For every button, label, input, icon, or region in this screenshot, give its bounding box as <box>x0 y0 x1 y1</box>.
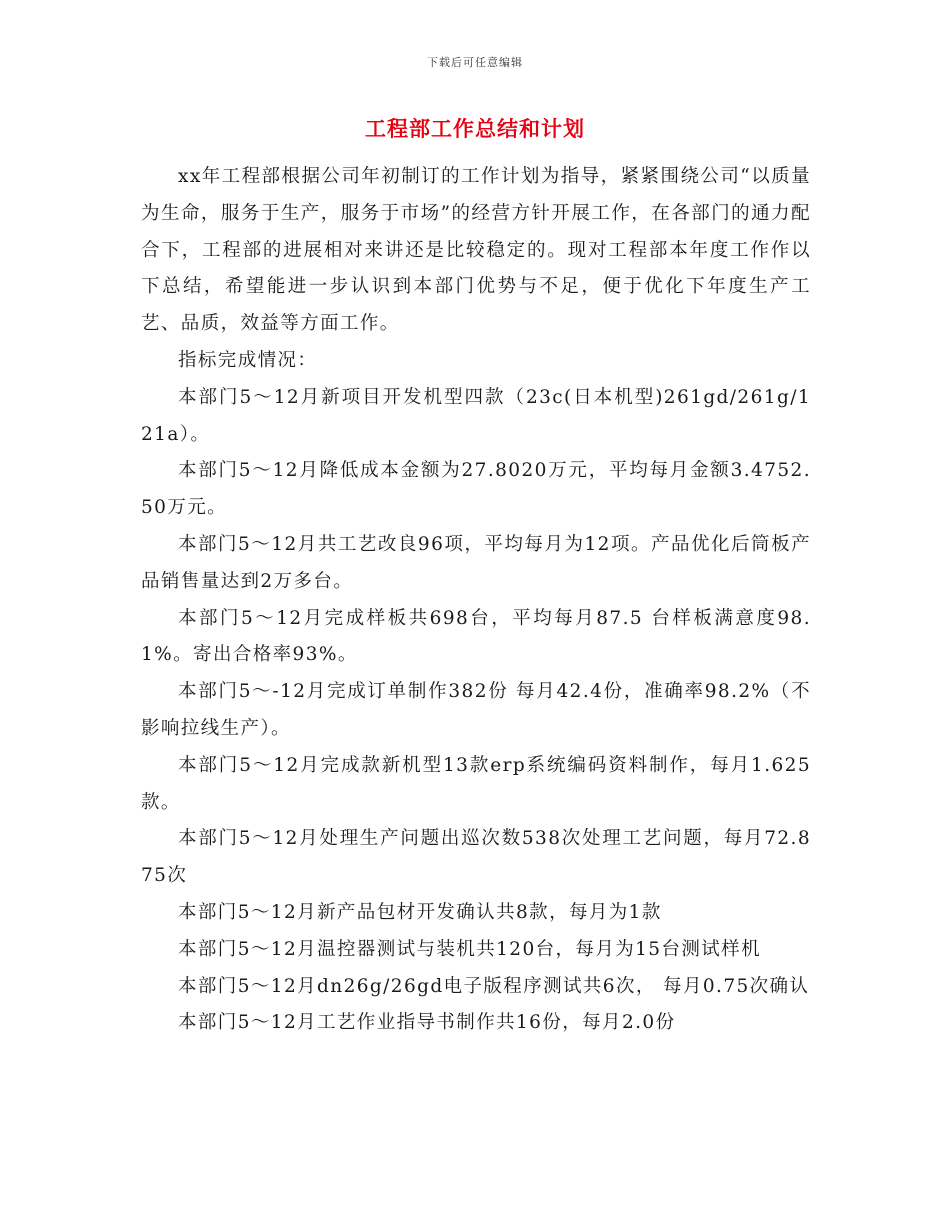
document-title: 工程部工作总结和计划 <box>365 116 585 141</box>
paragraph-indicator-heading: 指标完成情况： <box>178 349 318 371</box>
paragraph-program-tests: 本部门5～12月dn26g/26gd电子版程序测试共6次， 每月0.75次确认 <box>178 975 810 997</box>
paragraph-erp-coding: 本部门5～12月完成款新机型13款erp系统编码资料制作，每月1.625款。 <box>141 754 811 813</box>
paragraph-intro: xx年工程部根据公司年初制订的工作计划为指导，紧紧围绕公司“以质量为生命，服务于生产，服务于市场”的经营方针开展工作，在各部门的通力配合下，工程部的进展相对来讲还是比较稳定的。现对工程部本年度工作作以下总结，希望能进一步认识到本部门优势与不足，便于优化下年度生产工艺、品质，效益等方面工作。 <box>141 166 811 335</box>
document-body <box>141 159 811 1042</box>
paragraph-samples: 本部门5～12月完成样板共698台，平均每月87.5 台样板满意度98.1%。寄出合格率93%。 <box>141 607 811 666</box>
paragraph-production-issues: 本部门5～12月处理生产问题出巡次数538次处理工艺问题，每月72.875次 <box>141 828 811 887</box>
paragraph-packaging: 本部门5～12月新产品包材开发确认共8款，每月为1款 <box>178 901 662 923</box>
header-note: 下载后可任意编辑 <box>427 56 523 69</box>
paragraph-thermostat-tests: 本部门5～12月温控器测试与装机共120台，每月为15台测试样机 <box>178 938 761 960</box>
paragraph-process-improvement: 本部门5～12月共工艺改良96项，平均每月为12项。产品优化后筒板产品销售量达到2万多台。 <box>141 533 811 592</box>
paragraph-orders: 本部门5～-12月完成订单制作382份 每月42.4份，准确率98.2%（不影响拉线生产）。 <box>141 681 811 739</box>
paragraph-work-instructions: 本部门5～12月工艺作业指导书制作共16份，每月2.0份 <box>178 1012 676 1034</box>
paragraph-cost-reduction: 本部门5～12月降低成本金额为27.8020万元，平均每月金额3.4752.50万元。 <box>141 460 811 519</box>
paragraph-new-projects: 本部门5～12月新项目开发机型四款（23c(日本机型)261gd/261g/121a）。 <box>141 386 811 445</box>
